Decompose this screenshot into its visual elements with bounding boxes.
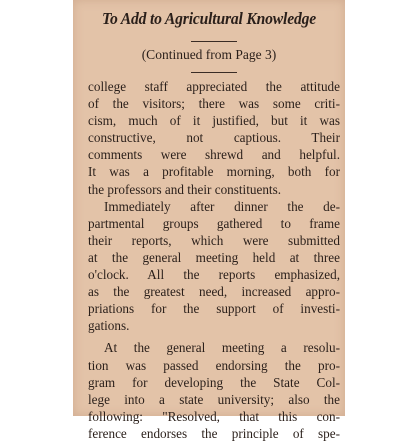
text-line: At the general meeting a resolu- — [104, 340, 340, 356]
text-line: as the greatest need, increased appro- — [88, 284, 340, 300]
text-line: gations. — [88, 318, 130, 334]
text-line: following: "Resolved, that this con- — [88, 408, 340, 424]
text-line: the professors and their constituents. — [88, 181, 282, 197]
text-line: gram for developing the State Col- — [88, 374, 340, 390]
text-line: comments were shrewd and helpful. — [88, 147, 340, 163]
text-line: at the general meeting held at three — [88, 249, 340, 265]
article-body — [88, 78, 340, 442]
text-line: tion was passed endorsing the pro- — [88, 357, 340, 373]
newspaper-clipping — [73, 0, 345, 441]
text-line: It was a profitable morning, both for — [88, 164, 340, 180]
text-line: partmental groups gathered to frame — [88, 215, 340, 231]
text-line: college staff appreciated the attitude — [88, 79, 340, 94]
text-line: cism, much of it justified, but it was — [88, 113, 340, 129]
divider-rule-top — [191, 41, 237, 42]
divider-rule-bottom — [191, 72, 237, 73]
text-line: o'clock. All the reports emphasized, — [88, 267, 340, 283]
text-line: lege into a state university; also the — [88, 391, 340, 407]
text-line: ference endorses the principle of spe- — [88, 425, 340, 441]
text-line: constructive, not captious. Their — [88, 130, 340, 146]
text-line: of the visitors; there was some criti- — [88, 96, 340, 112]
article-headline: To Add to Agricultural Knowledge — [102, 9, 316, 28]
text-line: Immediately after dinner the de- — [104, 198, 340, 214]
continued-note: (Continued from Page 3) — [141, 47, 277, 62]
text-line: their reports, which were submitted — [88, 232, 340, 248]
text-line: priations for the support of investi- — [88, 301, 340, 317]
